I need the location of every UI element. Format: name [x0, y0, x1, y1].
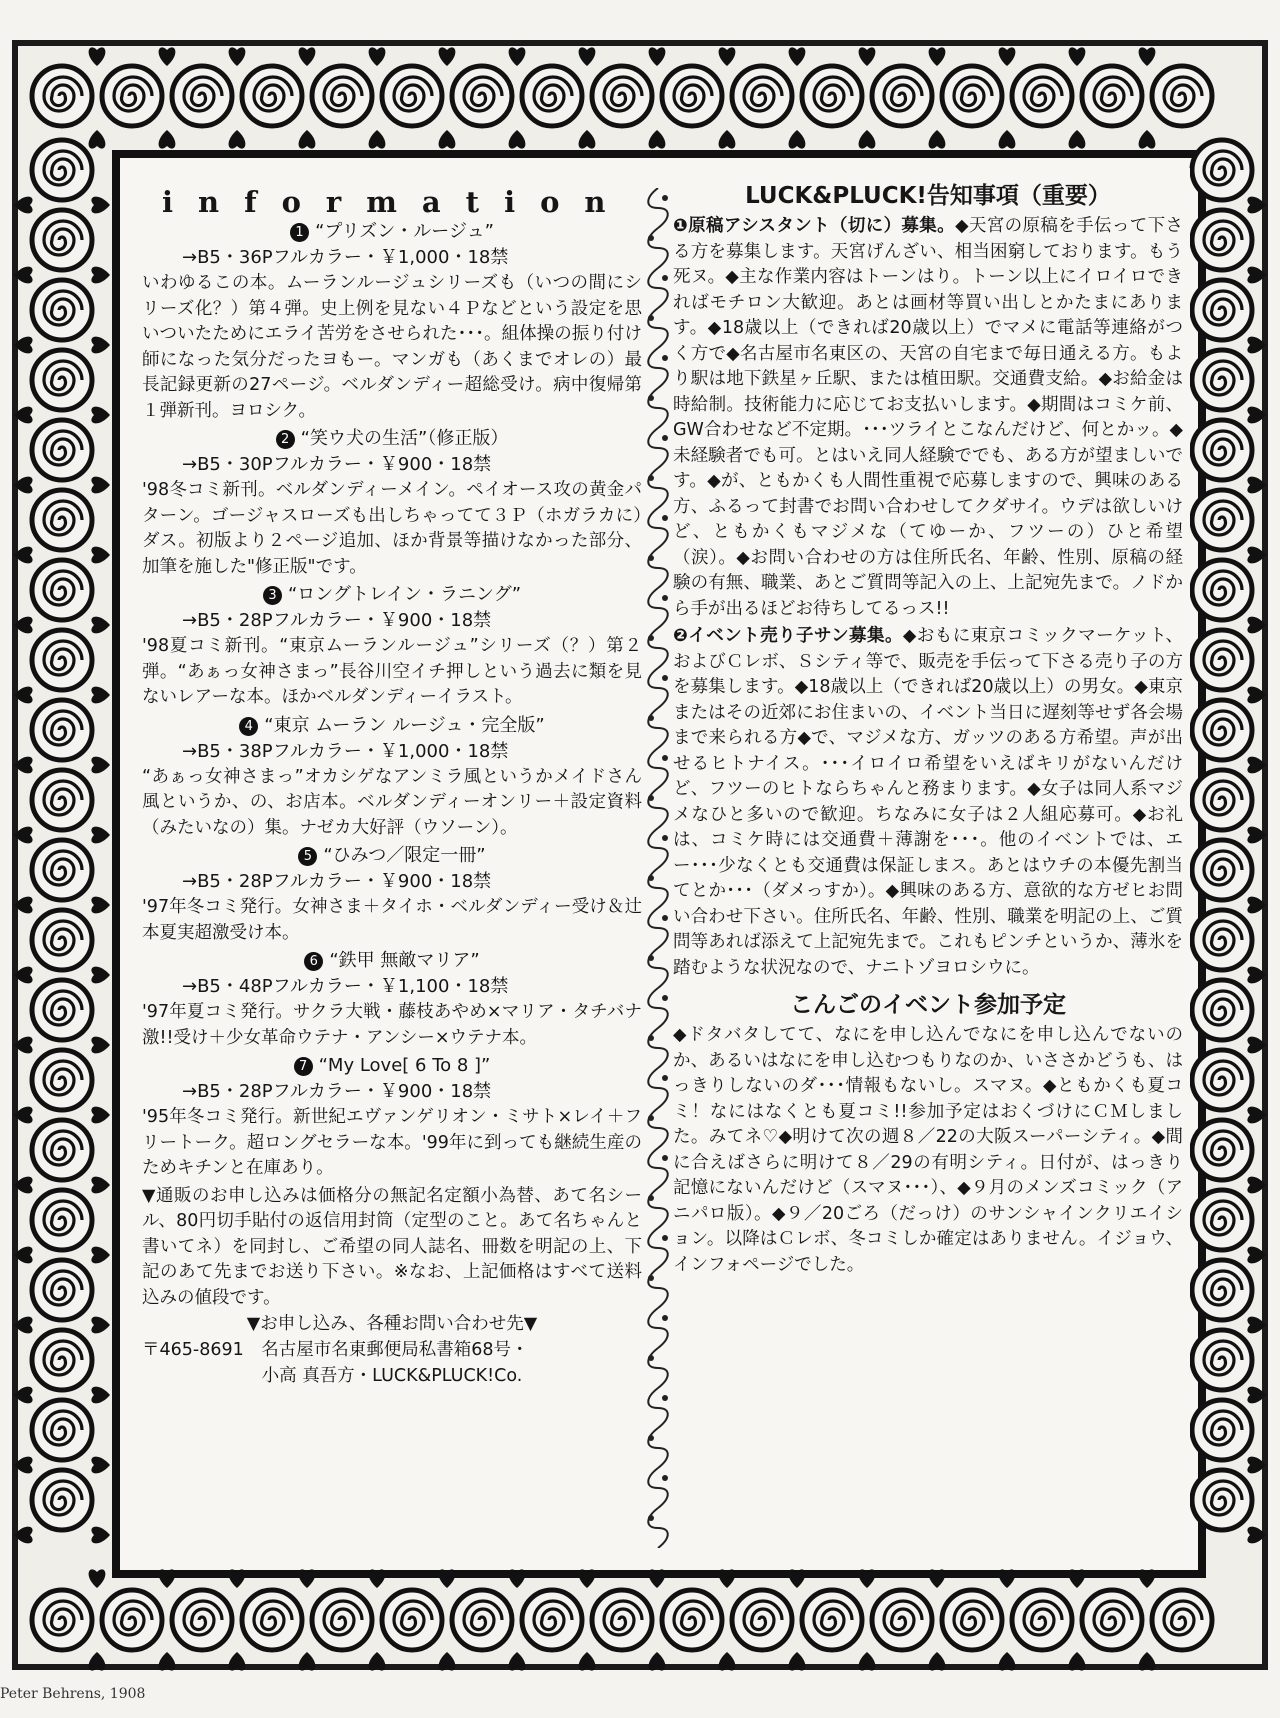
product-description: '97年夏コミ発行。サクラ大戦・藤枝あやめ×マリア・タチバナ激!!受け＋少女革命ウテナ・アンシー×ウテナ本。: [142, 1002, 642, 1048]
product-description: '98夏コミ新刊。“東京ムーランルージュ”シリーズ（？）第２弾。“あぁっ女神さまっ”長谷川空イチ押しという過去に類を見ないレアーな本。ほかベルダンディーイラスト。: [142, 636, 642, 707]
product-description: '95年冬コミ発行。新世紀エヴァンゲリオン・ミサト×レイ＋フリートーク。超ロングセラーな本。'99年に到っても継続生産のためキチンと在庫あり。: [142, 1107, 642, 1178]
product-name: “ひみつ／限定一冊”: [323, 845, 486, 866]
product-name: “プリズン・ルージュ”: [315, 221, 494, 242]
event-schedule-body: ◆ドタバタしてて、なにを申し込んでなにを申し込んでないのか、あるいはなにを申し込むつもりなのか、いささかどうも、はっきりしないのダ･･･情報もないし。スマヌ。◆ともかくも夏コミ！なにはなくとも夏コミ!!参加予定はおくづけにＣＭしました。みてネ♡◆明けて次の週８／22の大阪スーパーシティ。◆間に合えばさらに明けて８／29の有明シティ。日付が、はっきり記憶にないんだけど（スマヌ･･･）、◆９月のメンズコミック（アニパロ版）。◆９／20ごろ（だっけ）のサンシャインクリエイション。以降はＣレボ、冬コミしか確定はありません。イジョウ、インフォページでした。: [673, 1025, 1183, 1275]
event-staff-title: ❷イベント売り子サン募集。: [673, 626, 903, 646]
mail-order-instructions: ▼通販のお申し込みは価格分の無記名定額小為替、あて名シール、80円切手貼付の返信用封筒（定型のこと。あて名ちゃんと書いてネ）を同封し、ご希望の同人誌名、冊数を明記の上、下記のあて先までお送り下さい。※なお、上記価格はすべて送料込みの値段です。: [142, 1185, 642, 1308]
product-title: [142, 948, 642, 974]
product-spec: →B5・28Pフルカラー・￥900・18禁: [182, 871, 492, 892]
product-spec: →B5・28Pフルカラー・￥900・18禁: [182, 610, 492, 631]
product-description: いわゆるこの本。ムーランルージュシリーズも（いつの間にシリーズ化？）第４弾。史上例を見ない４Ｐなどという設定を思いついたためにエライ苦労をさせられた･･･。組体操の振り付け師になった気分だったヨもー。マンガも（あくまでオレの）最長記録更新の27ページ。ベルダンディー超総受け。病中復帰第１弾新刊。ヨロシク。: [142, 273, 642, 421]
information-heading: information: [162, 185, 631, 219]
information-column: [142, 182, 642, 1389]
product-name: “My Love[ 6 To 8 ]”: [318, 1055, 491, 1076]
item-number-badge: 4: [239, 717, 258, 736]
product-item: [142, 843, 642, 946]
assistant-recruitment-title: ❶原稿アシスタント（切に）募集。: [673, 216, 956, 236]
product-name: “ロングトレイン・ラニング”: [287, 584, 522, 605]
product-name: “笑ウ犬の生活”（修正版）: [300, 428, 509, 449]
product-description: '97年冬コミ発行。女神さま＋タイホ・ベルダンディー受け＆辻本夏実超激受け本。: [142, 897, 642, 943]
product-title: [142, 1053, 642, 1079]
vine-divider: [643, 188, 673, 1548]
product-name: “東京 ムーラン ルージュ・完全版”: [264, 714, 545, 736]
product-spec: →B5・28Pフルカラー・￥900・18禁: [182, 1081, 492, 1102]
item-number-badge: 1: [290, 223, 309, 242]
product-item: [142, 948, 642, 1051]
notice-heading: LUCK&PLUCK!告知事項（重要）: [745, 183, 1111, 209]
event-staff-recruitment: [673, 624, 1183, 981]
artwork-credit: Peter Behrens, 1908: [0, 1686, 146, 1702]
assistant-recruitment: [673, 214, 1183, 622]
product-item: [142, 426, 642, 580]
product-title: [142, 219, 642, 245]
product-spec: →B5・36Pフルカラー・￥1,000・18禁: [182, 247, 509, 268]
contact-company: 小高 真吾方・LUCK&PLUCK!Co.: [261, 1366, 523, 1386]
item-number-badge: 3: [263, 586, 282, 605]
spirals-left: [14, 140, 110, 1543]
notice-column: [673, 182, 1183, 1278]
item-number-badge: 7: [294, 1057, 313, 1076]
item-number-badge: 2: [276, 430, 295, 449]
assistant-recruitment-body: ◆天宮の原稿を手伝って下さる方を募集します。天宮げんざい、相当困窮しております。もう死ヌ。◆主な作業内容はトーンはり。トーン以上にイロイロできればモチロン大歓迎。あとは画材等買い出しとかたまにあります。◆18歳以上（できれば20歳以上）でマメに電話等連絡がつく方で◆名古屋市名東区の、天宮の自宅まで毎日通える方。もより駅は地下鉄星ヶ丘駅、または植田駅。交通費支給。◆お給金は時給制。技術能力に応じてお支払いします。◆期間はコミケ前、GW合わせなど不定期。･･･ツライとこなんだけど、何とかッ。◆未経験者でも可。とはいえ同人経験ででも、ある方が望ましいです。◆が、ともかくも人間性重視で応募しますので、興味のある方、ふるって封書でお問い合わせしてクダサイ。ウデは欲しいけど、ともかくもマジメな（てゆーか、フツーの）ひと希望（涙）。◆お問い合わせの方は住所氏名、年齢、性別、原稿の経験の有無、職業、あとご質問等記入の上、上記宛先まで。ノドから手が出るほどお待ちしてるっス!!: [673, 216, 1183, 619]
product-title: [142, 426, 642, 452]
product-item: [142, 1053, 642, 1182]
product-description: “あぁっ女神さまっ”オカシゲなアンミラ風というかメイドさん風というか、の、お店本。ベルダンディーオンリー＋設定資料（みたいなの）集。ナゼカ大好評（ウソーン）。: [142, 766, 642, 838]
contact-heading: ▼お申し込み、各種お問い合わせ先▼: [246, 1314, 538, 1334]
product-spec: →B5・48Pフルカラー・￥1,100・18禁: [182, 976, 509, 997]
contact-address: 〒465-8691 名古屋市名東郵便局私書箱68号・: [142, 1340, 529, 1360]
product-title: [142, 843, 642, 869]
item-number-badge: 5: [298, 847, 317, 866]
product-title: [142, 713, 642, 739]
product-title: [142, 582, 642, 608]
item-number-badge: 6: [304, 952, 323, 971]
product-name: “鉄甲 無敵マリア”: [329, 950, 480, 971]
product-description: '98冬コミ新刊。ベルダンディーメイン。ペイオース攻の黄金パターン。ゴージャスローズも出しちゃってて３Ｐ（ホガラカに）ダス。初版より２ページ追加、ほか背景等描けなかった部分、加筆を施した"修正版"です。: [142, 480, 642, 577]
event-schedule-heading: こんごのイベント参加予定: [790, 992, 1066, 1018]
product-spec: →B5・38Pフルカラー・￥1,000・18禁: [182, 740, 509, 762]
product-item: [142, 219, 642, 424]
event-staff-body: ◆おもに東京コミックマーケット、およびＣレボ、Ｓシティ等で、販売を手伝って下さる売り子の方を募集します。◆18歳以上（できれば20歳以上）の男女。◆東京またはその近郊にお住まいの、イベント当日に遅刻等せず各会場まで来られる方◆で、マジメな方、ガッツのある方希望。声が出せるヒトナイス。･･･イロイロ希望をいえばキリがないんだけど、フツーのヒトならちゃんと務まります。◆女子は同人系マジメなひと多いので歓迎。ちなみに女子は２人組応募可。◆お礼は、コミケ時には交通費＋薄謝を･･･。他のイベントでは、エー･･･少なくとも交通費は保証しまス。あとはウチの本優先割当てとか･･･（ダメっすか）。◆興味のある方、意欲的な方ゼヒお問い合わせ下さい。住所氏名、年齢、性別、職業を明記の上、ご質問等あれば添えて上記宛先まで。これもピンチというか、薄氷を踏むような状況なので、ナニトゾヨロシウに。: [673, 626, 1183, 978]
product-spec: →B5・30Pフルカラー・￥900・18禁: [182, 454, 492, 475]
product-item: [142, 582, 642, 711]
product-item: [142, 713, 642, 842]
product-list: [142, 219, 642, 1182]
content-panel: [128, 168, 1190, 1564]
